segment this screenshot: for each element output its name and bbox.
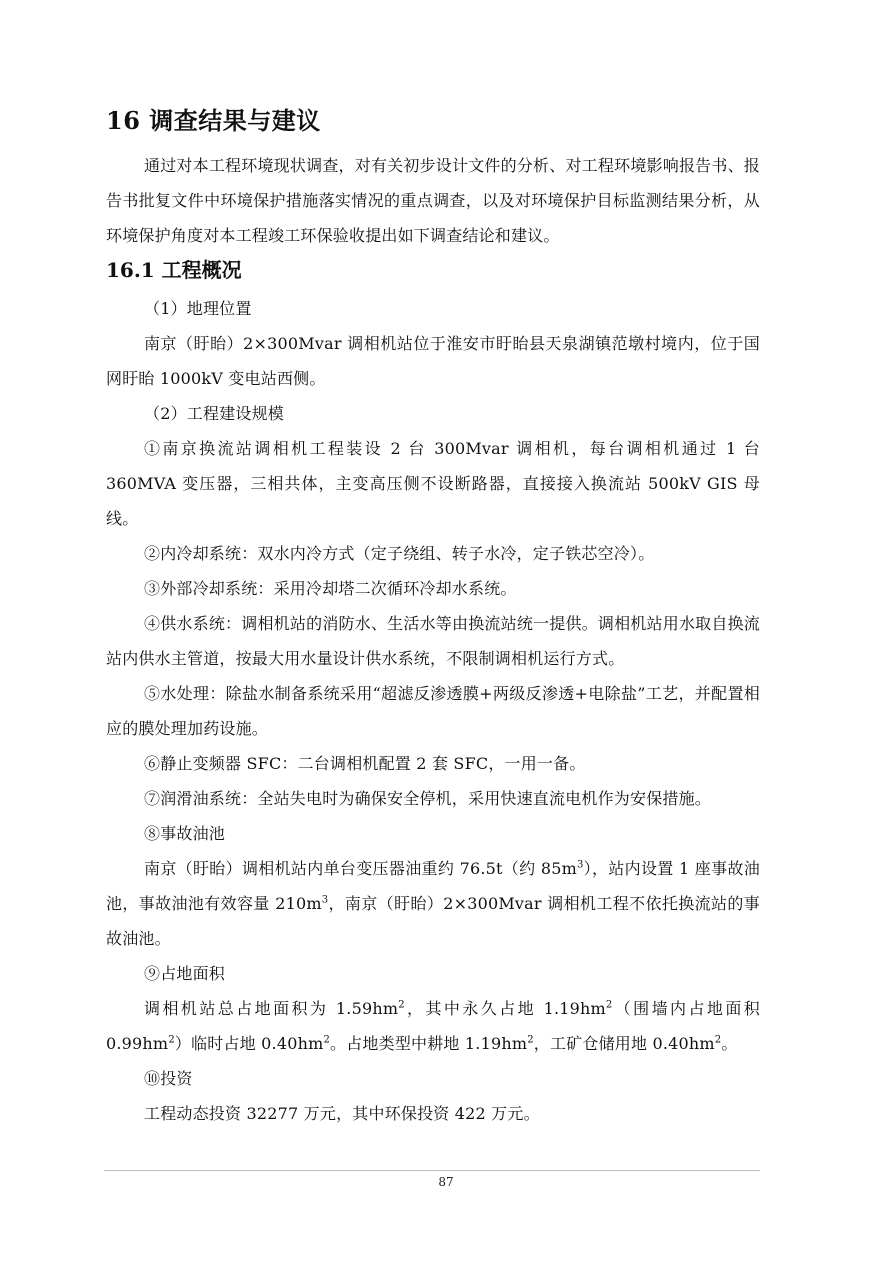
item-8-heading: ⑧事故油池: [144, 824, 226, 843]
item-9-heading: ⑨占地面积: [144, 964, 226, 983]
area-text-g: 。: [721, 1034, 738, 1053]
item-2-paragraph: ②内冷却系统：双水内冷方式（定子绕组、转子水冷，定子铁芯空冷）。: [144, 544, 655, 563]
geo-heading: （1）地理位置: [144, 299, 252, 318]
area-text-e: 。占地类型中耕地 1.19hm: [330, 1034, 528, 1053]
area-text-b: ，其中永久占地 1.19hm: [404, 999, 606, 1018]
oil-text-a: 南京（盱眙）调相机站内单台变压器油重约 76.5t（约 85m: [144, 859, 577, 878]
area-sup-6: 2: [714, 1034, 722, 1046]
oil-text-c: ，南京（盱眙）2×300Mvar 调相机工程不依托换流站的事故油池。: [106, 894, 760, 948]
area-sup-5: 2: [527, 1034, 534, 1046]
oil-sup-2: 3: [321, 894, 329, 906]
intro-paragraph: 通过对本工程环境现状调查，对有关初步设计文件的分析、对工程环境影响报告书、报告书批复文件中环境保护措施落实情况的重点调查，以及对环境保护目标监测结果分析，从环境保护角度对本工程竣工环保验收提出如下调查结论和建议。: [106, 156, 760, 245]
chapter-title: 16 调查结果与建议: [106, 106, 321, 135]
document-body: [106, 104, 760, 1131]
area-sup-2: 2: [605, 999, 613, 1011]
item-3-paragraph: ③外部冷却系统：采用冷却塔二次循环冷却水系统。: [144, 579, 517, 598]
item-7-paragraph: ⑦润滑油系统：全站失电时为确保安全停机，采用快速直流电机作为安保措施。: [144, 789, 712, 808]
area-text-a: 调相机站总占地面积为 1.59hm: [144, 999, 399, 1018]
area-text-d: ）临时占地 0.40hm: [174, 1034, 324, 1053]
area-text-c: （围墙内占地面积 0.99hm: [106, 999, 760, 1053]
footer-divider: [104, 1170, 760, 1171]
investment-paragraph: 工程动态投资 32277 万元，其中环保投资 422 万元。: [144, 1104, 540, 1123]
item-4-paragraph: ④供水系统：调相机站的消防水、生活水等由换流站统一提供。调相机站用水取自换流站内供水主管道，按最大用水量设计供水系统，不限制调相机运行方式。: [106, 614, 760, 668]
area-text-f: ，工矿仓储用地 0.40hm: [533, 1034, 715, 1053]
area-sup-3: 2: [168, 1034, 175, 1046]
area-sup-1: 2: [398, 999, 405, 1011]
oil-pool-paragraph: [106, 851, 760, 956]
oil-sup-1: 3: [576, 859, 584, 871]
section-title: 16.1 工程概况: [106, 258, 242, 282]
item-1-paragraph: ①南京换流站调相机工程装设 2 台 300Mvar 调相机，每台调相机通过 1 台 360MVA 变压器，三相共体，主变高压侧不设断路器，直接接入换流站 500kV GIS 母线。: [106, 439, 760, 528]
geo-paragraph: 南京（盱眙）2×300Mvar 调相机站位于淮安市盱眙县天泉湖镇范墩村境内，位于国网盱眙 1000kV 变电站西侧。: [106, 334, 760, 388]
item-10-heading: ⑩投资: [144, 1069, 193, 1088]
oil-text-b: ），站内设置 1 座事故油池，事故油池有效容量 210m: [106, 859, 760, 913]
page-number: 87: [438, 1175, 454, 1189]
item-5-paragraph: ⑤水处理：除盐水制备系统采用“超滤反渗透膜+两级反渗透+电除盐”工艺，并配置相应的膜处理加药设施。: [106, 684, 760, 738]
area-sup-4: 2: [323, 1034, 331, 1046]
area-paragraph: [106, 991, 760, 1061]
item-6-paragraph: ⑥静止变频器 SFC：二台调相机配置 2 套 SFC，一用一备。: [144, 754, 586, 773]
scale-heading: （2）工程建设规模: [144, 404, 284, 423]
